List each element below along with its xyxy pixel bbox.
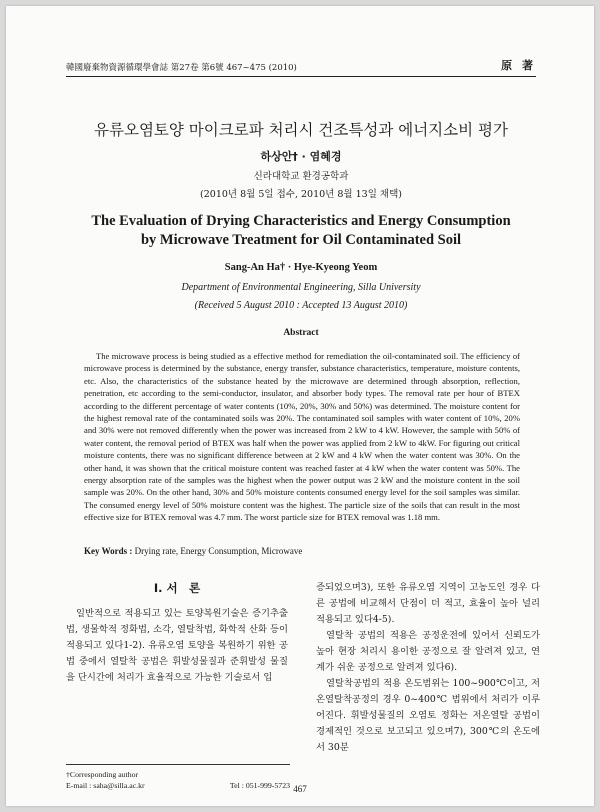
english-affiliation: Department of Environmental Engineering, Silla University <box>181 282 421 293</box>
article-type-label: 原 著 <box>501 59 536 72</box>
section-heading-introduction: I. 서 론 <box>153 581 201 595</box>
english-received-date: (Received 5 August 2010 : Accepted 13 August 2010) <box>194 300 408 311</box>
paper-page <box>6 6 594 806</box>
footnote-email: E-mail : saha@silla.ac.kr <box>66 781 145 790</box>
korean-received-date: (2010년 8월 5일 접수, 2010년 8월 13일 채택) <box>200 189 402 200</box>
intro-paragraph-right-2: 열탈착 공법의 적용은 공정운전에 있어서 신뢰도가 높아 현장 처리시 용이한 공정으로 잘 알려져 있고, 연계가 쉬운 공정으로 알려져 있다6). <box>316 630 540 673</box>
footnote-tel: Tel : 051-999-5723 <box>229 781 290 790</box>
keywords-label: Key Words : <box>84 546 133 556</box>
intro-paragraph-left: 일반적으로 적용되고 있는 토양복원기술은 증기추출법, 생물학적 정화법, 소각, 열탈착법, 화학적 산화 등이 적용되고 있다1-2). 유류오염 토양을 복원하기 위한 공법 중에서 열탈착 공법은 휘발성물질과 준휘발성 물질을 단시간에 처리가 효율적으로 가능한 기술로서 입 <box>66 608 288 683</box>
korean-title: 유류오염토양 마이크로파 처리시 건조특성과 에너지소비 평가 <box>94 121 508 139</box>
running-head <box>66 60 536 77</box>
english-authors: Sang-An Ha† · Hye-Kyeong Yeom <box>224 262 378 273</box>
korean-authors: 하상안† · 염혜경 <box>260 150 342 163</box>
page-number: 467 <box>293 784 307 794</box>
korean-affiliation: 신라대학교 환경공학과 <box>253 171 349 182</box>
footnote-corresponding: †Corresponding author <box>66 770 139 779</box>
english-title-line-1: The Evaluation of Drying Characteristics and Energy Consumption <box>91 213 511 229</box>
keywords <box>84 546 520 556</box>
english-title-line-2: by Microwave Treatment for Oil Contaminated Soil <box>140 232 462 248</box>
english-title <box>66 212 536 250</box>
intro-paragraph-right-3: 열탈착공법의 적용 온도범위는 100~900℃이고, 저온열탈착공정의 경우 0~400℃ 범위에서 처리가 이루어진다. 휘발성물질의 오염토 정화는 저온열탈 공법이 경제적인 것으로 보고되고 있으며7), 300℃의 온도에서 30분 <box>316 678 540 753</box>
keywords-text: Drying rate, Energy Consumption, Microwave <box>132 546 303 556</box>
journal-citation: 韓國廢棄物資源循環學會誌 第27卷 第6號 467~475 (2010) <box>66 63 297 73</box>
abstract-heading: Abstract <box>283 328 319 338</box>
abstract-text: The microwave process is being studied as a effective method for remediation the oil-contaminated soil. The efficiency of microwave process is determined by the substance, energy transfer, substance characteristics, temperature, moisture contents, etc. Also, the characteristics of the substance heated by the microwave are determined through absorption, reflection, penetration, etc according to the semi-conductor, insulator, and absorber body types. The removal rate per hour of BTEX according to the different percentage of water contents (10%, 20%, 30% and 50%) was determined. The moisture content for the highest removal rate of the contaminated soils was 20%. The contaminated soil samples with water content of 10%, 20% and 30% were not removed differently when the power was increased from 2 kW to 4 kW. However, the sample with 50% of water content, the removal period of BTEX was half when the power was applied from 2 kW to 4kW. For figuring out critical moisture contents, there was no significant difference between at 2 kW and 4 kW when the water content was 30%. On the other hand, it was shown that the critical moisture content was reached faster at 4 kW when the water content was 50%. The energy absorption rate of the samples was the highest when the power output was 2 kW and the moisture content in the soil sample was 20%. On the other hand, 30% and 50% moisture contents consumed energy level for the soil samples was similar. The consumed energy level of 50% moisture content was the highest. The particle size of the soils that can result in the most effective size for BTEX removal was 4.7 mm. The worst particle size for BTEX removal was 1.18 mm. <box>84 351 520 523</box>
intro-paragraph-right-1: 증되었으며3), 또한 유류오염 지역이 고농도인 경우 다른 공법에 비교해서 단점이 더 적고, 효율이 높아 널리 적용되고 있다4-5). <box>316 582 540 625</box>
body-left-column <box>66 580 288 686</box>
body-right-column <box>316 580 540 756</box>
